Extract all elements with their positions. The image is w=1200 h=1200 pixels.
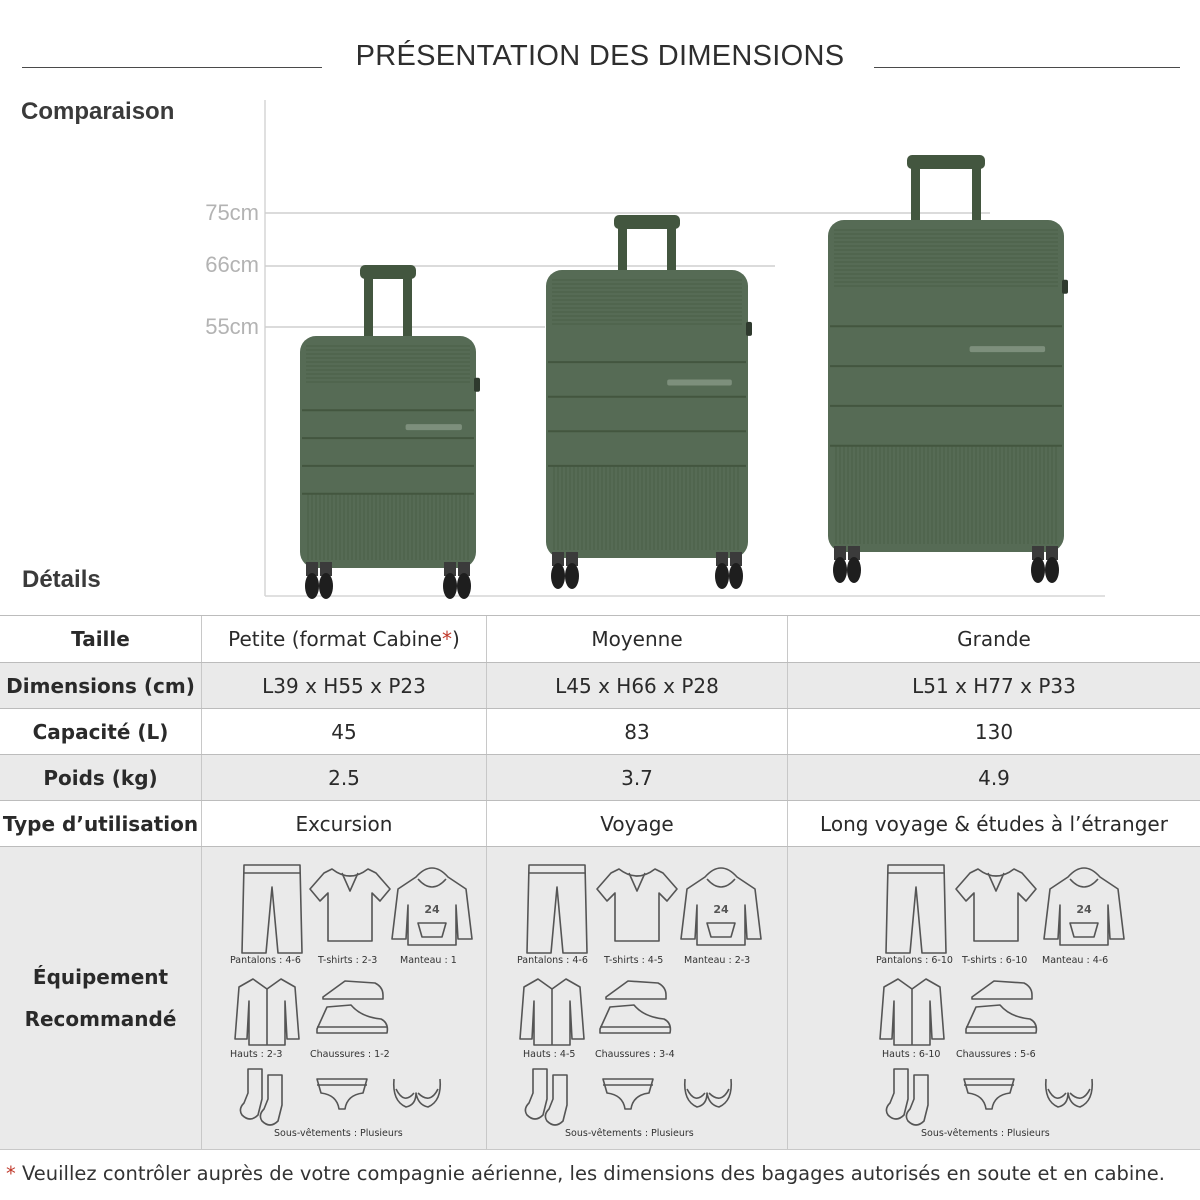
label-tops: Hauts : 4-5 — [523, 1049, 576, 1060]
underwear-icon — [603, 1079, 653, 1109]
footnote — [6, 1162, 1200, 1185]
hoodie-icon — [681, 868, 761, 945]
wheel — [551, 563, 565, 589]
label-shoes: Chaussures : 5-6 — [956, 1049, 1036, 1060]
equipment-icons — [487, 847, 788, 1151]
hoodie-number: 24 — [424, 903, 440, 916]
table-row-taille — [0, 615, 1200, 662]
details-heading: Détails — [22, 566, 101, 593]
label-pants: Pantalons : 4-6 — [517, 955, 588, 966]
cell-capacite-grande: 130 — [974, 719, 1014, 744]
wheel — [305, 573, 319, 599]
row-header-dimensions: Dimensions (cm) — [0, 663, 202, 708]
cell-usage-moyenne: Voyage — [487, 801, 788, 846]
shirt-icon — [880, 979, 944, 1045]
table-row-usage — [0, 800, 1200, 846]
suitcase-medium — [546, 215, 752, 589]
bra-icon — [394, 1079, 441, 1107]
shoes-icon — [317, 981, 387, 1033]
wheel — [1031, 557, 1045, 583]
wheel — [715, 563, 729, 589]
table-row-capacite — [0, 708, 1200, 754]
wheel — [847, 557, 861, 583]
bra-icon — [1046, 1079, 1093, 1107]
cell-usage-grande: Long voyage & études à l’étranger — [820, 811, 1168, 836]
row-header-poids: Poids (kg) — [0, 755, 202, 800]
equip-cell-grande — [788, 847, 1200, 1149]
cell-poids-petite: 2.5 — [202, 755, 487, 800]
shirt-icon — [235, 979, 299, 1045]
label-coat: Manteau : 2-3 — [684, 955, 751, 966]
table-row-dimensions — [0, 662, 1200, 708]
equip-cell-moyenne — [487, 847, 788, 1149]
bra-icon — [685, 1079, 732, 1107]
shoes-icon — [600, 981, 670, 1033]
equip-header-line2: Recommandé — [24, 1007, 177, 1031]
underwear-icon — [317, 1079, 367, 1109]
page-title: PRÉSENTATION DES DIMENSIONS — [355, 40, 845, 72]
tshirt-icon — [310, 869, 390, 941]
label-underwear: Sous-vêtements : Plusieurs — [565, 1128, 694, 1139]
shirt-icon — [520, 979, 584, 1045]
suitcase-large — [828, 155, 1068, 583]
comparison-heading: Comparaison — [21, 98, 175, 125]
label-underwear: Sous-vêtements : Plusieurs — [921, 1128, 1050, 1139]
wheel — [457, 573, 471, 599]
footnote-text: Veuillez contrôler auprès de votre compagnie aérienne, les dimensions des bagages autorisés en soute et en cabine. — [15, 1162, 1165, 1185]
shoes-icon — [966, 981, 1036, 1033]
cell-poids-moyenne: 3.7 — [487, 755, 788, 800]
pants-icon — [242, 865, 302, 953]
brand-logo — [406, 424, 462, 430]
pants-icon — [886, 865, 946, 953]
label-tops: Hauts : 6-10 — [882, 1049, 941, 1060]
row-header-capacite: Capacité (L) — [0, 709, 202, 754]
side-latch — [1062, 280, 1068, 294]
side-latch — [746, 322, 752, 336]
hoodie-icon — [1044, 868, 1124, 945]
suitcase-illustration — [0, 90, 1200, 610]
suitcase-small — [300, 265, 480, 599]
pants-icon — [527, 865, 587, 953]
socks-icon — [886, 1069, 928, 1125]
label-shoes: Chaussures : 3-4 — [595, 1049, 675, 1060]
cell-taille-petite — [202, 616, 487, 662]
row-header-taille: Taille — [0, 616, 202, 662]
label-tshirts: T-shirts : 2-3 — [318, 955, 378, 966]
label-coat: Manteau : 4-6 — [1042, 955, 1109, 966]
cell-dimensions-petite: L39 x H55 x P23 — [202, 663, 487, 708]
hoodie-number: 24 — [1076, 903, 1092, 916]
label-tshirts: T-shirts : 6-10 — [962, 955, 1028, 966]
label-pants: Pantalons : 6-10 — [876, 955, 953, 966]
tshirt-icon — [597, 869, 677, 941]
equipment-icons — [202, 847, 487, 1151]
row-header-usage: Type d’utilisation — [0, 801, 202, 846]
label-underwear: Sous-vêtements : Plusieurs — [274, 1128, 403, 1139]
equipment-icons — [788, 847, 1200, 1151]
label-tops: Hauts : 2-3 — [230, 1049, 283, 1060]
cell-dimensions-grande: L51 x H77 x P33 — [912, 673, 1076, 698]
cell-capacite-moyenne: 83 — [487, 709, 788, 754]
cell-taille-grande: Grande — [957, 627, 1031, 651]
cell-capacite-petite: 45 — [202, 709, 487, 754]
footnote-asterisk: * — [6, 1162, 16, 1185]
label-shoes: Chaussures : 1-2 — [310, 1049, 390, 1060]
cell-taille-moyenne: Moyenne — [487, 616, 788, 662]
socks-icon — [525, 1069, 567, 1125]
cell-usage-petite: Excursion — [202, 801, 487, 846]
cell-dimensions-moyenne: L45 x H66 x P28 — [487, 663, 788, 708]
size-comparison — [0, 90, 1200, 610]
row-header-equipement — [0, 847, 202, 1149]
header-rule-right — [874, 67, 1180, 68]
label-coat: Manteau : 1 — [400, 955, 457, 966]
wheel — [319, 573, 333, 599]
handle-bar-left — [364, 275, 373, 346]
wheel — [729, 563, 743, 589]
underwear-icon — [964, 1079, 1014, 1109]
brand-logo — [667, 379, 732, 385]
handle-bar-right — [403, 275, 412, 346]
hoodie-icon — [392, 868, 472, 945]
equip-cell-petite — [202, 847, 487, 1149]
wheel — [833, 557, 847, 583]
equip-header-line1: Équipement — [32, 965, 169, 989]
cabin-asterisk: * — [442, 627, 453, 651]
wheel — [443, 573, 457, 599]
taille-petite-label: Petite (format Cabine — [228, 627, 443, 651]
wheel — [565, 563, 579, 589]
tick-label-55: 55cm — [205, 314, 259, 339]
socks-icon — [240, 1069, 282, 1125]
hoodie-number: 24 — [713, 903, 729, 916]
table-row-poids — [0, 754, 1200, 800]
label-tshirts: T-shirts : 4-5 — [604, 955, 664, 966]
taille-petite-suffix: ) — [452, 627, 460, 651]
brand-logo — [970, 346, 1046, 352]
cell-poids-grande: 4.9 — [978, 765, 1010, 790]
table-row-equipement — [0, 846, 1200, 1150]
side-latch — [474, 378, 480, 392]
tick-label-75: 75cm — [205, 200, 259, 225]
tick-label-66: 66cm — [205, 252, 259, 277]
tshirt-icon — [956, 869, 1036, 941]
label-pants: Pantalons : 4-6 — [230, 955, 301, 966]
wheel — [1045, 557, 1059, 583]
